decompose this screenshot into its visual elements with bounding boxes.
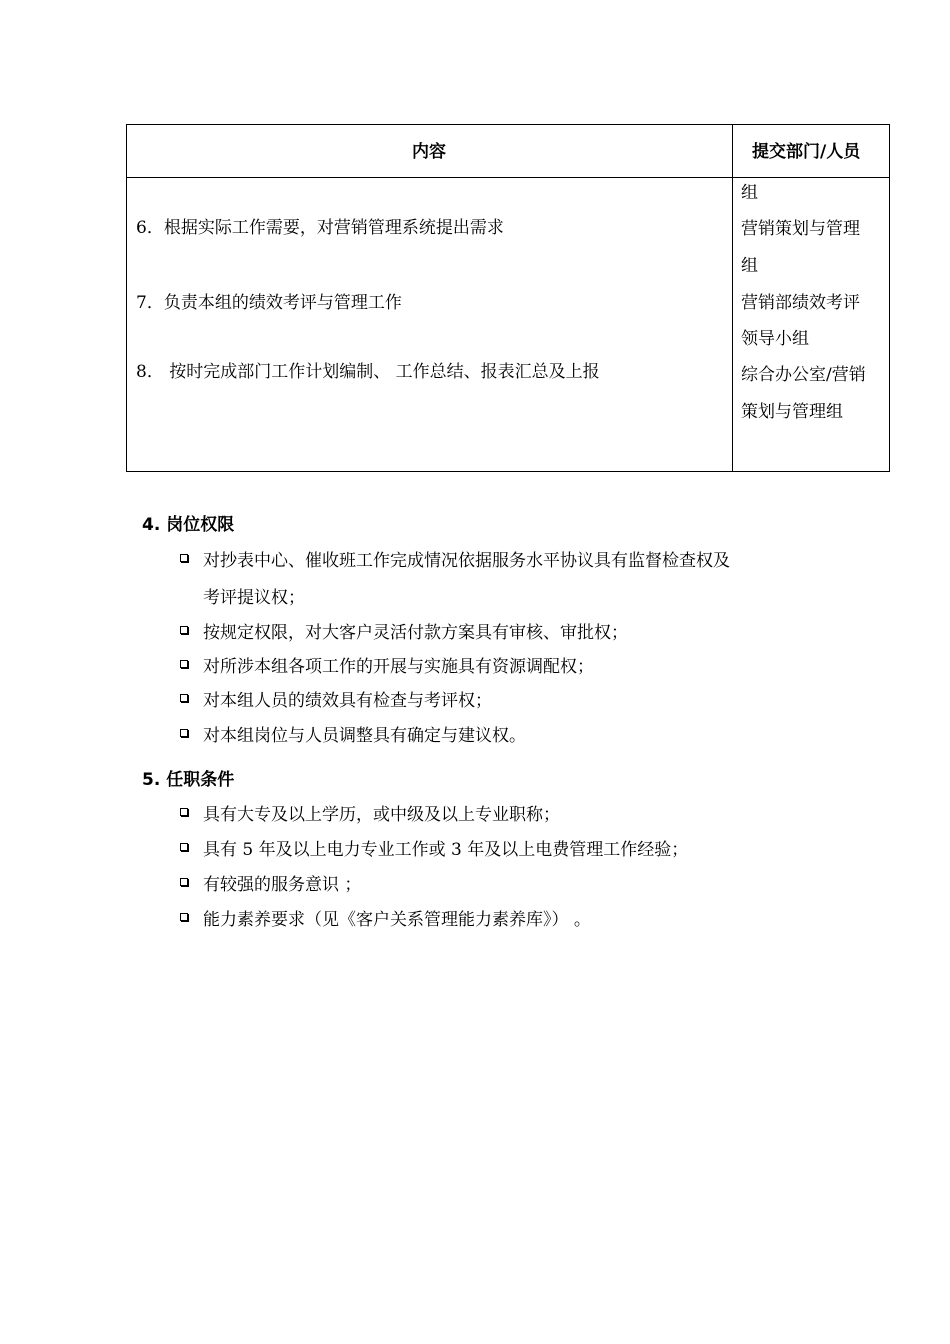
permission-item-continuation: 考评提议权； <box>203 588 305 608</box>
qualification-item: 具有大专及以上学历，或中级及以上专业职称； <box>203 805 560 825</box>
section-title-permissions: 4. 岗位权限 <box>142 515 235 535</box>
dept-line: 组 <box>741 256 758 276</box>
dept-line: 策划与管理组 <box>741 402 843 422</box>
table-row-item-8: 8． 按时完成部门工作计划编制、 工作总结、报表汇总及上报 <box>136 362 600 382</box>
dept-line: 组 <box>741 183 758 203</box>
permission-item: 对所涉本组各项工作的开展与实施具有资源调配权； <box>203 657 594 677</box>
header-dept: 提交部门/人员 <box>752 142 861 162</box>
permission-item: 按规定权限，对大客户灵活付款方案具有审核、审批权； <box>203 623 628 643</box>
checkbox-bullet-icon <box>180 808 188 816</box>
permission-item: 对本组人员的绩效具有检查与考评权； <box>203 691 492 711</box>
checkbox-bullet-icon <box>180 913 188 921</box>
table-row-item-6: 6．根据实际工作需要，对营销管理系统提出需求 <box>136 218 504 238</box>
checkbox-bullet-icon <box>180 694 188 702</box>
checkbox-bullet-icon <box>180 878 188 886</box>
checkbox-bullet-icon <box>180 626 188 634</box>
column-divider <box>732 125 733 471</box>
dept-line: 营销策划与管理 <box>741 219 860 239</box>
checkbox-bullet-icon <box>180 554 188 562</box>
checkbox-bullet-icon <box>180 843 188 851</box>
permission-item: 对本组岗位与人员调整具有确定与建议权。 <box>203 726 526 746</box>
dept-line: 领导小组 <box>741 329 809 349</box>
table-row-item-7: 7．负责本组的绩效考评与管理工作 <box>136 293 402 313</box>
dept-line: 营销部绩效考评 <box>741 293 860 313</box>
header-content: 内容 <box>412 142 446 162</box>
duty-table <box>126 124 890 472</box>
dept-line: 综合办公室/营销 <box>741 365 866 385</box>
checkbox-bullet-icon <box>180 729 188 737</box>
qualification-item: 有较强的服务意识 ； <box>203 875 362 895</box>
qualification-item: 能力素养要求（见《客户关系管理能力素养库》） 。 <box>203 910 591 930</box>
section-title-qualifications: 5. 任职条件 <box>142 770 235 790</box>
qualification-item: 具有 5 年及以上电力专业工作或 3 年及以上电费管理工作经验； <box>203 840 689 860</box>
table-header-row <box>127 125 889 178</box>
checkbox-bullet-icon <box>180 660 188 668</box>
permission-item: 对抄表中心、催收班工作完成情况依据服务水平协议具有监督检查权及 <box>203 551 730 571</box>
